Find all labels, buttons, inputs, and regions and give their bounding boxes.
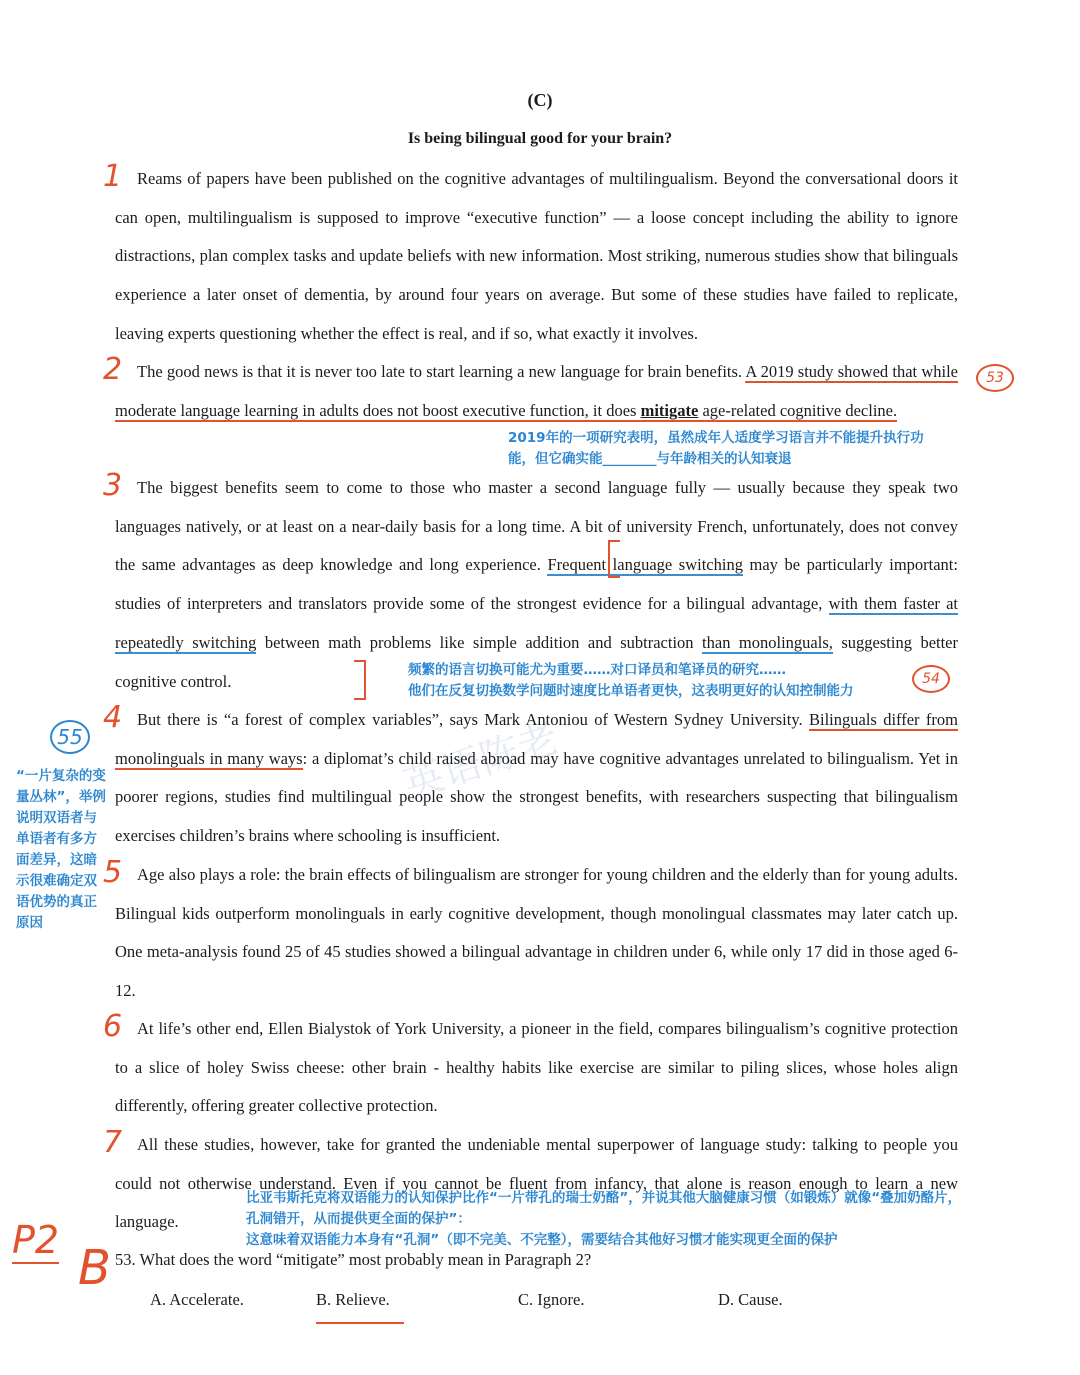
note-q54 [408,660,908,702]
handwritten-answer: B [78,1240,111,1296]
paragraph-text: between math problems like simple addition and subtraction [256,632,703,652]
question-53: 53. What does the word “mitigate” most probably mean in Paragraph 2? [115,1250,592,1269]
note-line: 能，但它确实能________与年龄相关的认知衰退 [508,451,792,467]
section-label: (C) [527,90,553,110]
bracket-close [354,660,366,700]
note-swiss-cheese [246,1188,1046,1251]
note-line: 孔洞错开，从而提供更全面的保护”： [246,1211,471,1227]
note-line: 面差异，这暗 [16,852,97,868]
paragraph-number: 4 [103,700,123,735]
paragraph-text: Age also plays a role: the brain effects of bilingualism are stronger for young children and the elderly than for young adults. Bilingual kids outperform monolinguals in early cognitive development, though monolingual classmates may later catch up. One meta-analysis found 25 of 45 studies showed a bilingual advantage in children under 6, while only 17 did in those aged 6-12. [115,865,958,1001]
paragraph-4 [103,700,958,856]
passage-title: Is being bilingual good for your brain? [407,130,673,147]
note-q53 [508,428,968,470]
paragraph-number: 5 [103,855,123,890]
question-55-marker: 55 [50,720,90,754]
paragraph-number: 6 [103,1009,123,1044]
underlined-phrase: than monolinguals, [702,632,833,652]
paragraph-text: At life’s other end, Ellen Bialystok of York University, a pioneer in the field, compares bilingualism’s cognitive protection to a slice of holey Swiss cheese: other brain - healthy habits like exercise are similar to piling slices, whose holes align differently, offering greater collective protection. [115,1019,958,1116]
paragraph-2 [103,352,958,430]
underlined-phrase: Bilinguals differ from monolinguals in many ways [115,710,958,768]
paragraph-text: may be particularly important: studies of interpreters and translators provide some of the strongest evidence for a bilingual advantage, [115,555,958,614]
paragraph-6 [103,1009,958,1126]
note-q55 [16,766,114,934]
question-54-marker: 54 [912,665,950,693]
paragraph-5 [103,855,958,1011]
note-line: “一片复杂的变 [16,768,106,784]
underlined-sentence: A 2019 study showed that while moderate language learning in adults does not boost executive function, it does [115,362,958,420]
note-line: 语优势的真正 [16,894,97,910]
note-line: 量丛林”，举例 [16,789,106,805]
paragraph-text: suggesting better cognitive control. [115,632,958,691]
paragraph-1 [103,159,958,354]
keyword-mitigate: mitigate [640,400,699,420]
question-53-marker: 53 [976,364,1014,392]
note-line: 示很难确定双 [16,873,97,889]
paragraph-text: Reams of papers have been published on the cognitive advantages of multilingualism. Beyond the conversational doors it can open, multilingualism is supposed to improve “executive function” — a loose concept including the ability to ignore distractions, plan complex tasks and update beliefs with new information. Most striking, numerous studies show that bilinguals experience a later onset of dementia, by around four years on average. But some of these studies have failed to replicate, leaving experts questioning whether the effect is real, and if so, what exactly it involves. [115,169,958,343]
paragraph-number: 3 [103,468,123,503]
note-line: 比亚韦斯托克将双语能力的认知保护比作“一片带孔的瑞士奶酪”，并说其他大脑健康习惯（如锻炼）就像“叠加奶酪片， [246,1190,962,1206]
option-c: C. Ignore. [518,1290,585,1309]
paragraph-text: : a diplomat’s child raised abroad may have cognitive advantages unrelated to bilingualism. Yet in poorer regions, studies find multilingual people show the strongest benefits, with researchers suspecting that bilingualism exercises children’s brains where schooling is insufficient. [115,748,958,846]
handwritten-p2: P2 [12,1218,60,1262]
note-line: 他们在反复切换数学问题时速度比单语者更快，这表明更好的认知控制能力 [408,683,854,699]
watermark: 英语陈老 [397,715,565,809]
note-line: 单语者有多方 [16,831,97,847]
paragraph-text: The good news is that it is never too late to start learning a new language for brain benefits. [137,362,746,381]
paragraph-number: 7 [103,1125,123,1160]
paragraph-text: The biggest benefits seem to come to those who master a second language fully — usually because they speak two languages natively, or at least on a near-daily basis for a long time. A bit of university French, unfortunately, does not convey the same advantages as deep knowledge and long experience. [115,478,958,575]
note-line: 说明双语者与 [16,810,97,826]
underlined-phrase: Frequent language switching [547,555,743,575]
paragraph-number: 2 [103,352,123,387]
paragraph-number: 1 [103,159,123,194]
note-line: 频繁的语言切换可能尤为重要……对口译员和笔译员的研究…… [408,662,786,678]
note-line: 原因 [16,915,43,931]
note-line: 2019年的一项研究表明，虽然成年人适度学习语言并不能提升执行功 [508,430,924,446]
underlined-phrase: with them faster at repeatedly switching [115,594,958,652]
underlined-sentence-end: age-related cognitive decline. [698,400,898,420]
note-line: 这意味着双语能力本身有“孔洞”（即不完美、不完整），需要结合其他好习惯才能实现更全面的保护 [246,1232,838,1248]
bracket-open [608,540,620,578]
paragraph-text: But there is “a forest of complex variables”, says Mark Antoniou of Western Sydney University. [137,710,809,729]
option-b: B. Relieve. [316,1290,404,1324]
paragraph-text: All these studies, however, take for granted the undeniable mental superpower of language study: talking to people you could not otherwise understand. Even if you cannot be fluent from infancy, that alone is reason enough to learn a new language. [115,1135,958,1232]
option-d: D. Cause. [718,1290,783,1309]
option-a: A. Accelerate. [150,1290,244,1309]
